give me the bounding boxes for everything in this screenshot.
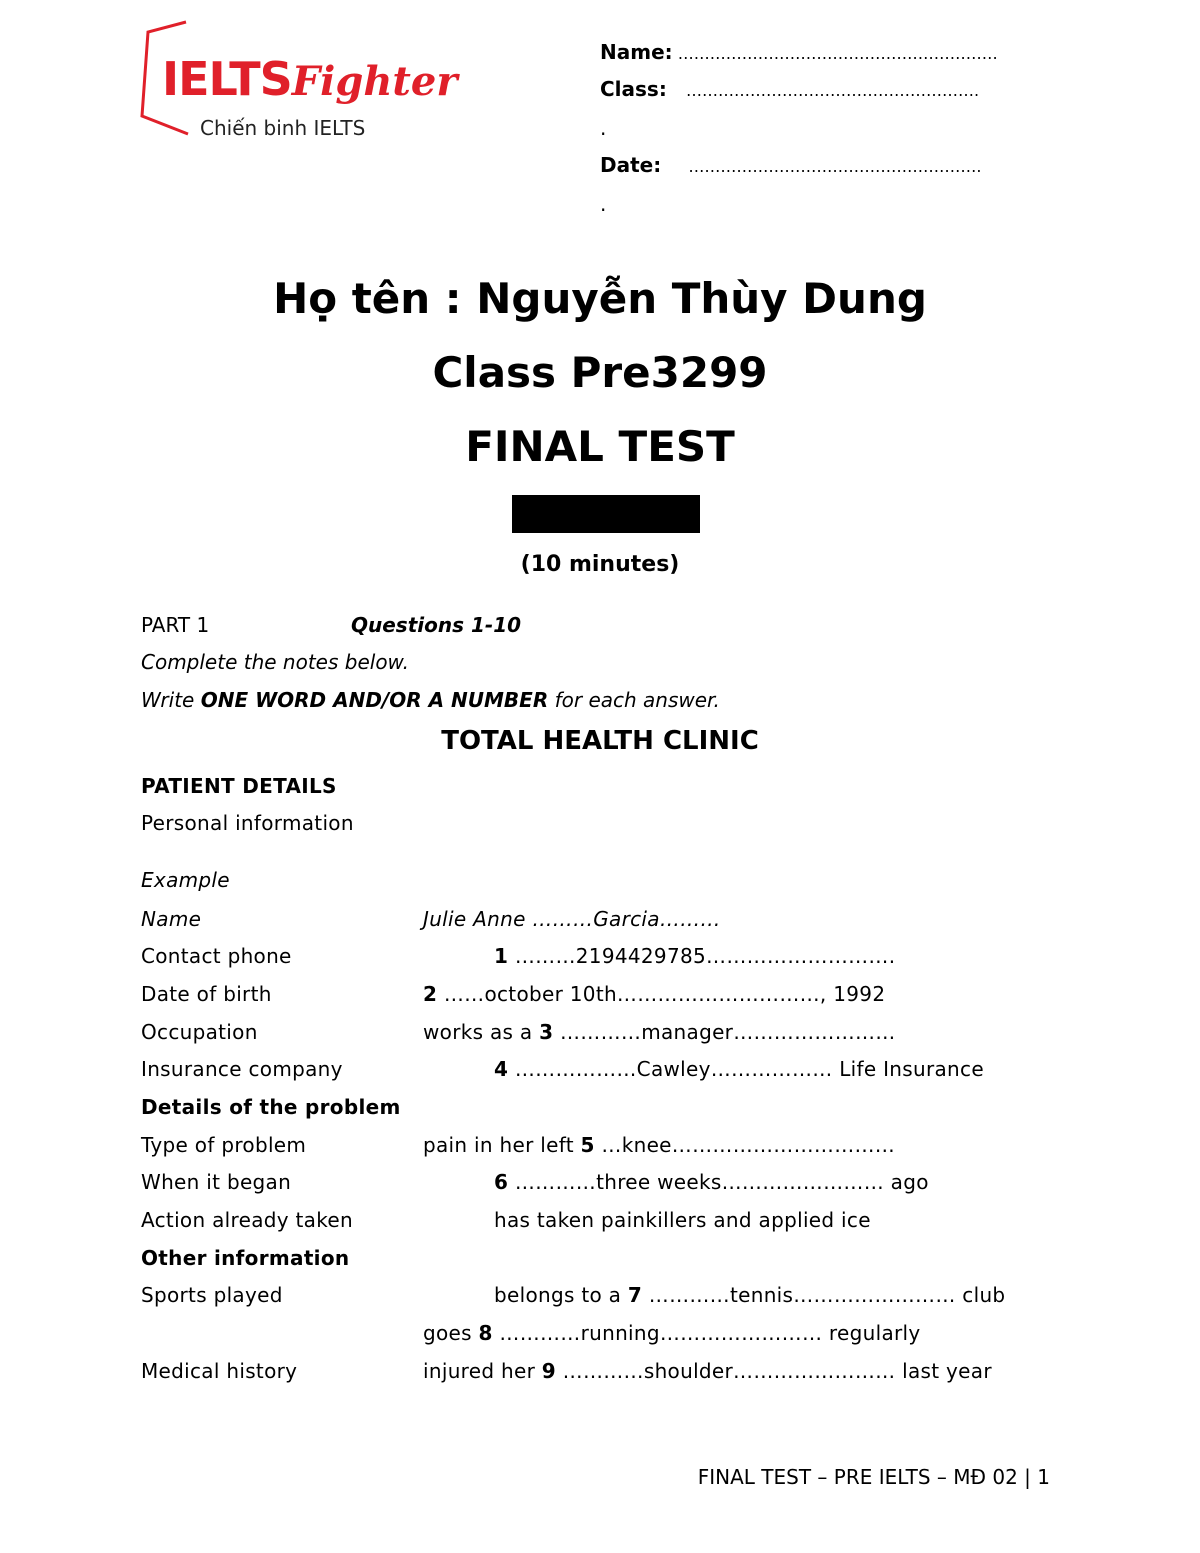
section-title: TOTAL HEALTH CLINIC — [441, 726, 759, 756]
patient-details-heading: PATIENT DETAILS — [141, 774, 337, 798]
insurance-row-label: Insurance company — [141, 1057, 343, 1081]
class-field — [600, 77, 979, 101]
class-label: Class: — [600, 77, 667, 101]
class-dots: ………………………………………………. — [685, 81, 980, 100]
began-row-label: When it began — [141, 1170, 292, 1194]
history-row-value: injured her 9 …………shoulder…………………… last year — [423, 1359, 992, 1383]
redaction-block — [512, 495, 700, 533]
occupation-row-value: works as a 3 …………manager…………………… — [423, 1020, 896, 1044]
date-label: Date: — [600, 153, 662, 177]
contact-row-label: Contact phone — [141, 944, 292, 968]
type-row-value: pain in her left 5 …knee…………………………… — [423, 1133, 896, 1157]
dob-row-value: 2 ……october 10th…………………………, 1992 — [423, 982, 886, 1006]
type-row-label: Type of problem — [141, 1133, 307, 1157]
duration: (10 minutes) — [520, 552, 680, 577]
history-row-label: Medical history — [141, 1359, 298, 1383]
action-row-value: has taken painkillers and applied ice — [494, 1208, 871, 1232]
personal-info-subheading: Personal information — [141, 811, 354, 835]
name-field — [600, 40, 998, 64]
page-footer: FINAL TEST – PRE IELTS – MĐ 02 | 1 — [697, 1465, 1050, 1489]
example-label: Example — [141, 868, 230, 892]
dob-row-label: Date of birth — [141, 982, 272, 1006]
other-info-heading: Other information — [141, 1246, 350, 1270]
insurance-row-value: 4 ………………Cawley……………… Life Insurance — [494, 1057, 984, 1081]
name-row-value: Julie Anne ………Garcia……… — [423, 907, 721, 931]
questions-range: Questions 1-10 — [351, 613, 522, 637]
ielts-fighter-logo — [138, 18, 458, 140]
class-tail: . — [600, 116, 607, 140]
occupation-row-label: Occupation — [141, 1020, 258, 1044]
action-row-label: Action already taken — [141, 1208, 353, 1232]
name-row-label: Name — [141, 907, 202, 931]
name-label: Name: — [600, 40, 673, 64]
student-name-title: Họ tên : Nguyễn Thùy Dung — [273, 274, 927, 323]
problem-heading: Details of the problem — [141, 1095, 401, 1119]
began-row-value: 6 …………three weeks…………………… ago — [494, 1170, 929, 1194]
logo-wordmark: IELTSFighter — [162, 52, 458, 106]
date-tail: . — [600, 192, 607, 216]
date-dots: ………………………………………………. — [688, 157, 982, 176]
part-label: PART 1 — [141, 613, 210, 637]
contact-row-value: 1 ………2194429785………………………. — [494, 944, 896, 968]
instruction-complete: Complete the notes below. — [141, 650, 409, 674]
sports-row-label: Sports played — [141, 1283, 283, 1307]
class-title: Class Pre3299 — [432, 348, 768, 397]
name-dots: …………………………………………………… — [677, 44, 998, 63]
goes-row-value: goes 8 …………running…………………… regularly — [423, 1321, 921, 1345]
sports-row-value: belongs to a 7 …………tennis…………………… club — [494, 1283, 1006, 1307]
instruction-write: Write ONE WORD AND/OR A NUMBER for each answer. — [141, 688, 720, 712]
logo-subtitle: Chiến binh IELTS — [200, 116, 366, 140]
date-field — [600, 153, 981, 177]
test-title: FINAL TEST — [465, 422, 735, 471]
